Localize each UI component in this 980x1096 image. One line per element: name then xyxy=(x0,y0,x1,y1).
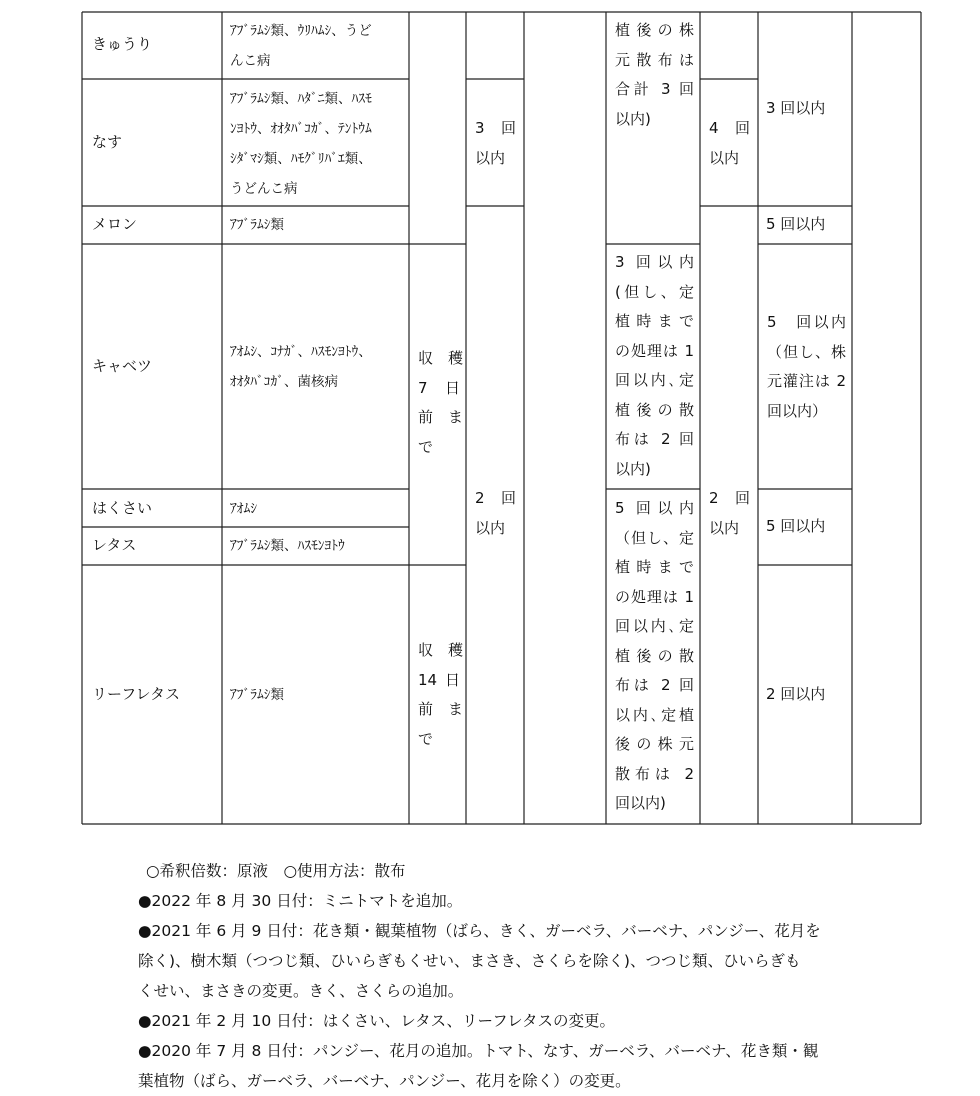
crop-cabbage: キャベツ xyxy=(92,357,153,375)
pest-line: ｱﾌﾞﾗﾑｼ類、ﾊｽﾓﾝﾖﾄｳ xyxy=(230,538,345,554)
timing-line: で xyxy=(418,729,434,748)
total-line: 回以内) xyxy=(615,794,666,812)
total-line: 布は 2 回 xyxy=(615,430,694,448)
uses-col7-eggplant xyxy=(700,114,758,173)
total-line: 3 回以内 xyxy=(615,253,694,271)
uses-line: 4 回 xyxy=(709,119,750,137)
pests-leaf-lettuce xyxy=(222,680,409,710)
total-line: 回以内､定 xyxy=(615,617,694,635)
crop-cucumber: きゅうり xyxy=(92,35,153,53)
timing-line: 前 ま xyxy=(418,408,464,426)
total-line: 植後の散 xyxy=(615,400,694,419)
crop-eggplant: なす xyxy=(92,133,123,151)
total-line: 合計 3 回 xyxy=(615,80,694,98)
pest-line: ｱﾌﾞﾗﾑｼ類、ｳﾘﾊﾑｼ、うど xyxy=(230,23,372,39)
pest-line: ｵｵﾀﾊﾞｺｶﾞ、菌核病 xyxy=(230,374,338,390)
pest-line: ｱﾌﾞﾗﾑｼ類 xyxy=(230,217,284,233)
total-line: 回以内） xyxy=(767,401,828,420)
note-2021-02-10: ●2021 年 2 月 10 日付：はくさい、レタス、リーフレタスの変更。 xyxy=(138,1012,616,1030)
note-2021-06-09-a: ●2021 年 6 月 9 日付：花き類・観葉植物（ばら、きく、ガーベラ、バーベナ、パンジー、花月を xyxy=(138,922,821,940)
pest-line: ｱﾌﾞﾗﾑｼ類、ﾊﾀﾞﾆ類、ﾊｽﾓ xyxy=(230,91,372,107)
timing-line: で xyxy=(418,437,434,456)
total-line: 植時まで xyxy=(615,312,694,330)
total-line: 植時まで xyxy=(615,558,694,576)
total-line: 散布は 2 xyxy=(615,764,694,783)
total-line: 回以内､定 xyxy=(615,371,694,389)
note-2021-06-09-b: 除く)、樹木類（つつじ類、ひいらぎもくせい、まさき、さくらを除く)、つつじ類、ひいらぎも xyxy=(138,952,801,970)
timing-cabbage-group xyxy=(409,344,466,462)
timing-leaf-lettuce xyxy=(409,636,466,754)
pest-line: ﾝﾖﾄｳ、ｵｵﾀﾊﾞｺｶﾞ、ﾃﾝﾄｳﾑ xyxy=(230,121,372,137)
total-line: （但し、株 xyxy=(767,342,846,361)
pests-hakusai xyxy=(222,494,409,524)
note-dilution-method: ○希釈倍数：原液 ○使用方法：散布 xyxy=(146,862,406,880)
pest-line: んこ病 xyxy=(230,53,271,69)
total-col8-melon: 5 回以内 xyxy=(766,215,826,233)
uses-line: 以内 xyxy=(709,148,740,167)
uses-col4-mid xyxy=(466,484,524,543)
total-line: の処理は 1 xyxy=(615,587,694,606)
total-line: 5 回以内 xyxy=(615,499,694,517)
pests-cabbage xyxy=(222,337,409,397)
crop-melon: メロン xyxy=(92,215,138,233)
total-col6-cabbage xyxy=(606,248,700,484)
uses-eggplant xyxy=(466,114,524,173)
total-col8-cabbage xyxy=(758,308,852,426)
timing-line: 14 日 xyxy=(418,670,460,689)
uses-line: 以内 xyxy=(475,148,506,167)
total-line: （但し、定 xyxy=(615,528,694,547)
total-col8-hakusai-lettuce: 5 回以内 xyxy=(766,517,826,535)
total-line: 以内) xyxy=(615,109,651,128)
crop-lettuce: レタス xyxy=(92,536,137,554)
total-line: 元散布は xyxy=(615,50,694,69)
crop-hakusai: はくさい xyxy=(92,499,153,517)
total-line: 5 回以内 xyxy=(767,313,846,331)
revision-notes xyxy=(138,856,858,1096)
total-col6-top xyxy=(606,16,700,134)
pests-melon xyxy=(222,210,409,240)
uses-line: 2 回 xyxy=(475,489,516,507)
timing-line: 前 ま xyxy=(418,700,464,718)
total-line: 以内) xyxy=(615,459,651,478)
total-line: 元灌注は 2 xyxy=(767,372,846,390)
total-col8-top: 3 回以内 xyxy=(766,99,826,117)
total-line: 植後の散 xyxy=(615,646,694,665)
note-2020-07-08-a: ●2020 年 7 月 8 日付：パンジー、花月の追加。トマト、なす、ガーベラ、バーベナ、花き類・観 xyxy=(138,1042,819,1060)
total-col8-leaf-lettuce: 2 回以内 xyxy=(766,685,826,703)
pest-line: ｼﾀﾞﾏｼ類、ﾊﾓｸﾞﾘﾊﾞｴ類、 xyxy=(230,151,372,167)
total-col6-lower xyxy=(606,494,700,819)
total-line: 植後の株 xyxy=(615,21,694,39)
total-line: 以内､定植 xyxy=(615,705,694,724)
pests-lettuce xyxy=(222,531,409,561)
timing-line: 7 日 xyxy=(418,378,460,397)
pest-line: ｱｵﾑｼ xyxy=(230,501,257,517)
uses-col7-mid xyxy=(700,484,758,543)
pests-cucumber xyxy=(222,16,409,76)
uses-line: 以内 xyxy=(475,518,506,537)
timing-line: 収 穫 xyxy=(418,641,464,659)
uses-line: 以内 xyxy=(709,518,740,537)
note-2021-06-09-c: くせい、まさきの変更。きく、さくらの追加。 xyxy=(138,982,464,1000)
pest-line: ｱﾌﾞﾗﾑｼ類 xyxy=(230,687,284,703)
uses-line: 2 回 xyxy=(709,489,750,507)
total-line: 布は 2 回 xyxy=(615,676,694,694)
total-line: (但し、定 xyxy=(615,282,694,301)
uses-line: 3 回 xyxy=(475,119,516,137)
total-line: の処理は 1 xyxy=(615,341,694,360)
pest-line: ｱｵﾑｼ、ｺﾅｶﾞ、ﾊｽﾓﾝﾖﾄｳ、 xyxy=(230,344,372,360)
timing-line: 収 穫 xyxy=(418,349,464,367)
pest-line: うどんこ病 xyxy=(230,181,298,197)
crop-leaf-lettuce: リーフレタス xyxy=(92,685,181,703)
pests-eggplant xyxy=(222,84,409,204)
total-line: 後の株元 xyxy=(615,735,694,753)
note-2022-08-30: ●2022 年 8 月 30 日付：ミニトマトを追加。 xyxy=(138,892,463,910)
note-2020-07-08-b: 葉植物（ばら、ガーベラ、バーベナ、パンジー、花月を除く）の変更。 xyxy=(138,1072,631,1090)
